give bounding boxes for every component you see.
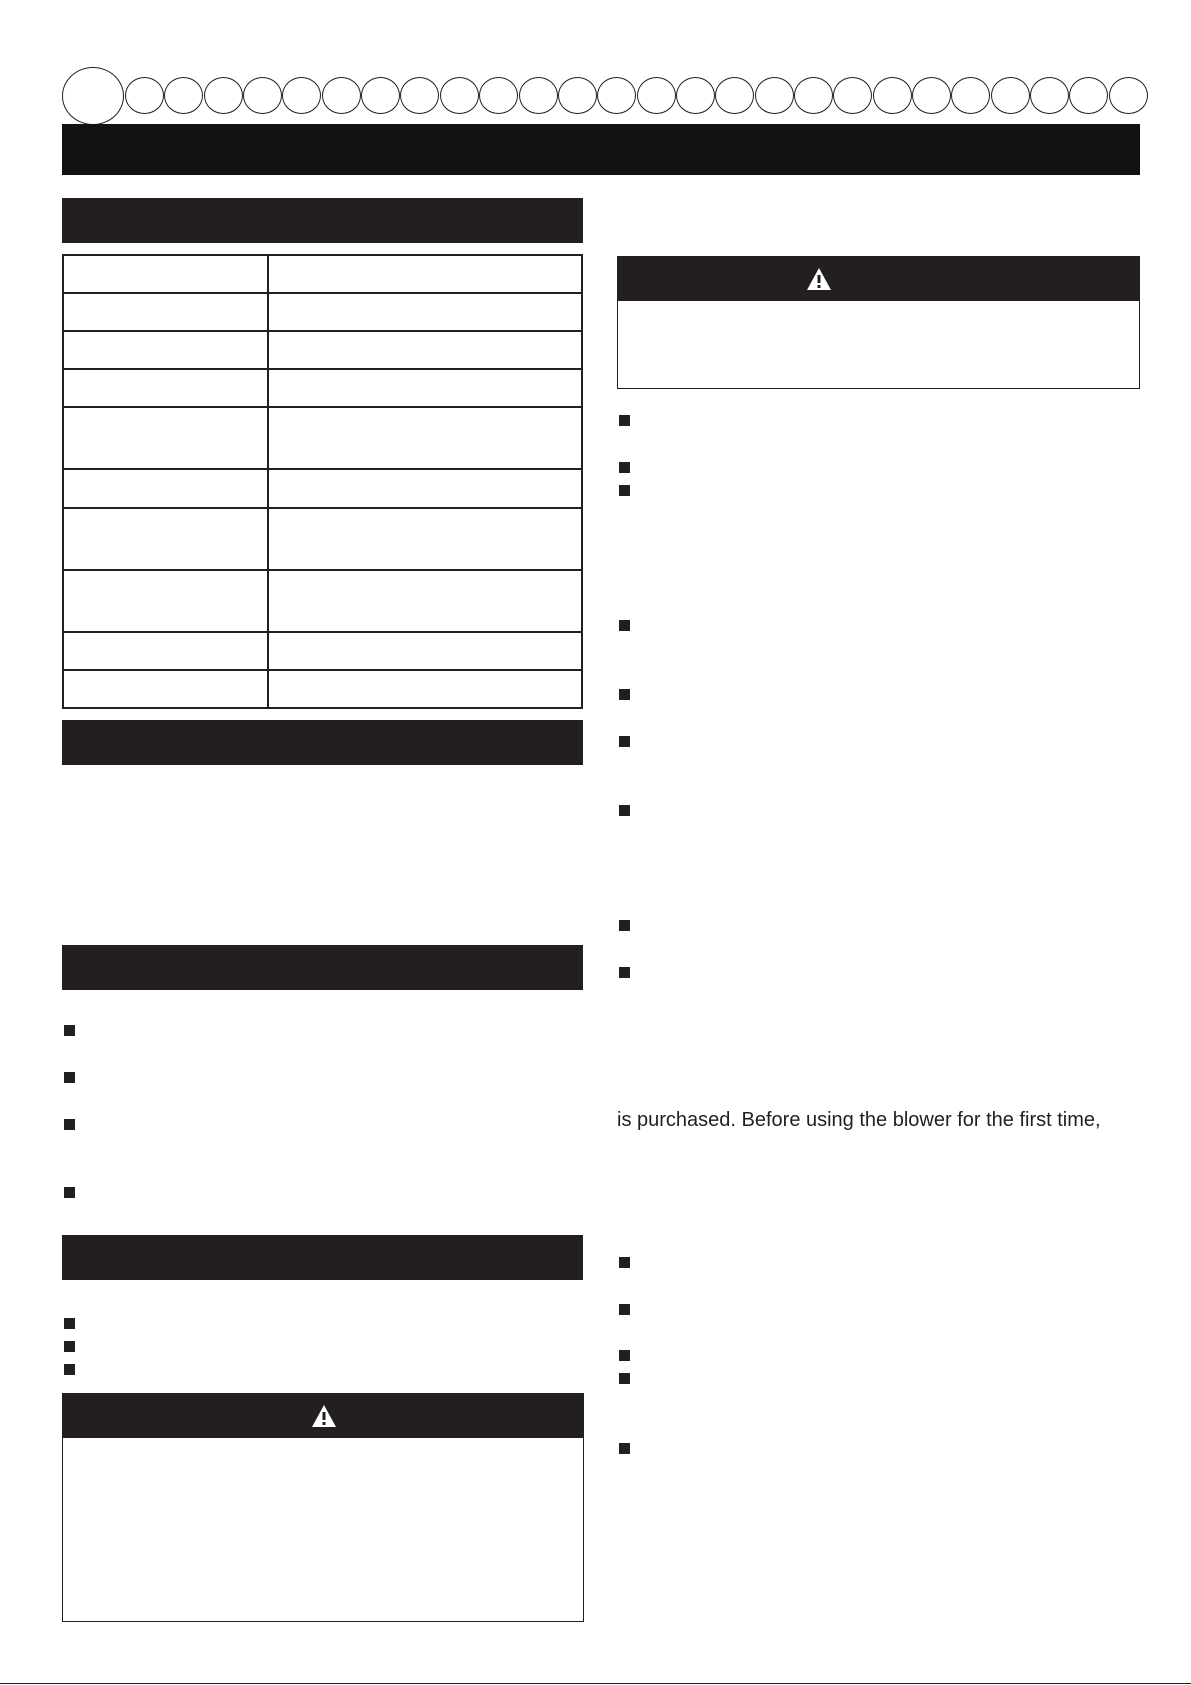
table-row [63, 508, 582, 570]
warning-box-header [63, 1394, 583, 1438]
language-circle [282, 77, 321, 114]
specifications-table [62, 254, 583, 709]
table-row [63, 369, 582, 407]
table-row [63, 469, 582, 507]
square-bullet-icon [64, 1341, 75, 1352]
spec-label [63, 469, 268, 507]
square-bullet-icon [619, 920, 630, 931]
spec-label [63, 331, 268, 369]
language-circle [794, 77, 833, 114]
language-circle [637, 77, 676, 114]
spec-label [63, 670, 268, 708]
square-bullet-icon [619, 805, 630, 816]
square-bullet-icon [64, 1318, 75, 1329]
warning-box-header [618, 257, 1139, 301]
language-circle [991, 77, 1030, 114]
warning-triangle-icon [806, 267, 832, 291]
table-row [63, 570, 582, 632]
spec-value [268, 570, 582, 632]
language-circle [204, 77, 243, 114]
square-bullet-icon [619, 1443, 630, 1454]
table-row [63, 670, 582, 708]
spec-value [268, 255, 582, 293]
language-circle-selected [62, 67, 124, 125]
spec-label [63, 255, 268, 293]
language-circle [755, 77, 794, 114]
table-row [63, 407, 582, 469]
language-circle [873, 77, 912, 114]
section-header-intended-use [62, 720, 583, 765]
spec-label [63, 369, 268, 407]
square-bullet-icon [64, 1025, 75, 1036]
warning-box [617, 256, 1140, 389]
spec-value [268, 293, 582, 331]
square-bullet-icon [619, 736, 630, 747]
table-row [63, 331, 582, 369]
spec-label [63, 632, 268, 670]
spec-value [268, 670, 582, 708]
language-circle [440, 77, 479, 114]
spec-label [63, 508, 268, 570]
language-circle [558, 77, 597, 114]
language-circle [951, 77, 990, 114]
language-circle [479, 77, 518, 114]
spec-label [63, 407, 268, 469]
table-row [63, 293, 582, 331]
language-circle [519, 77, 558, 114]
language-circle [912, 77, 951, 114]
spec-value [268, 632, 582, 670]
table-row [63, 255, 582, 293]
spec-value [268, 369, 582, 407]
page-title-bar [62, 124, 1140, 175]
spec-label [63, 293, 268, 331]
square-bullet-icon [619, 689, 630, 700]
language-circle [322, 77, 361, 114]
language-circle [597, 77, 636, 114]
table-row [63, 632, 582, 670]
language-circle [243, 77, 282, 114]
section-header-specifications [62, 198, 583, 243]
language-circle [676, 77, 715, 114]
language-selector [0, 0, 1191, 130]
spec-value [268, 407, 582, 469]
square-bullet-icon [64, 1119, 75, 1130]
warning-box [62, 1393, 584, 1622]
square-bullet-icon [619, 1257, 630, 1268]
warning-triangle-icon [311, 1404, 337, 1428]
spec-label [63, 570, 268, 632]
language-circle [1069, 77, 1108, 114]
square-bullet-icon [64, 1187, 75, 1198]
language-circle [164, 77, 203, 114]
square-bullet-icon [619, 1304, 630, 1315]
spec-value [268, 469, 582, 507]
square-bullet-icon [619, 1350, 630, 1361]
language-circle [125, 77, 164, 114]
language-circle [833, 77, 872, 114]
square-bullet-icon [64, 1072, 75, 1083]
language-circle [715, 77, 754, 114]
page-bottom-rule [0, 1683, 1191, 1684]
language-circle [1030, 77, 1069, 114]
square-bullet-icon [619, 462, 630, 473]
square-bullet-icon [619, 485, 630, 496]
spec-value [268, 508, 582, 570]
square-bullet-icon [64, 1364, 75, 1375]
square-bullet-icon [619, 967, 630, 978]
language-circle [1109, 77, 1148, 114]
spec-value [268, 331, 582, 369]
square-bullet-icon [619, 1373, 630, 1384]
section-header-safety [62, 945, 583, 990]
language-circle [400, 77, 439, 114]
body-text-line: is purchased. Before using the blower for the first time, [617, 1109, 1101, 1131]
square-bullet-icon [619, 415, 630, 426]
square-bullet-icon [619, 620, 630, 631]
section-header-operation [62, 1235, 583, 1280]
language-circle [361, 77, 400, 114]
